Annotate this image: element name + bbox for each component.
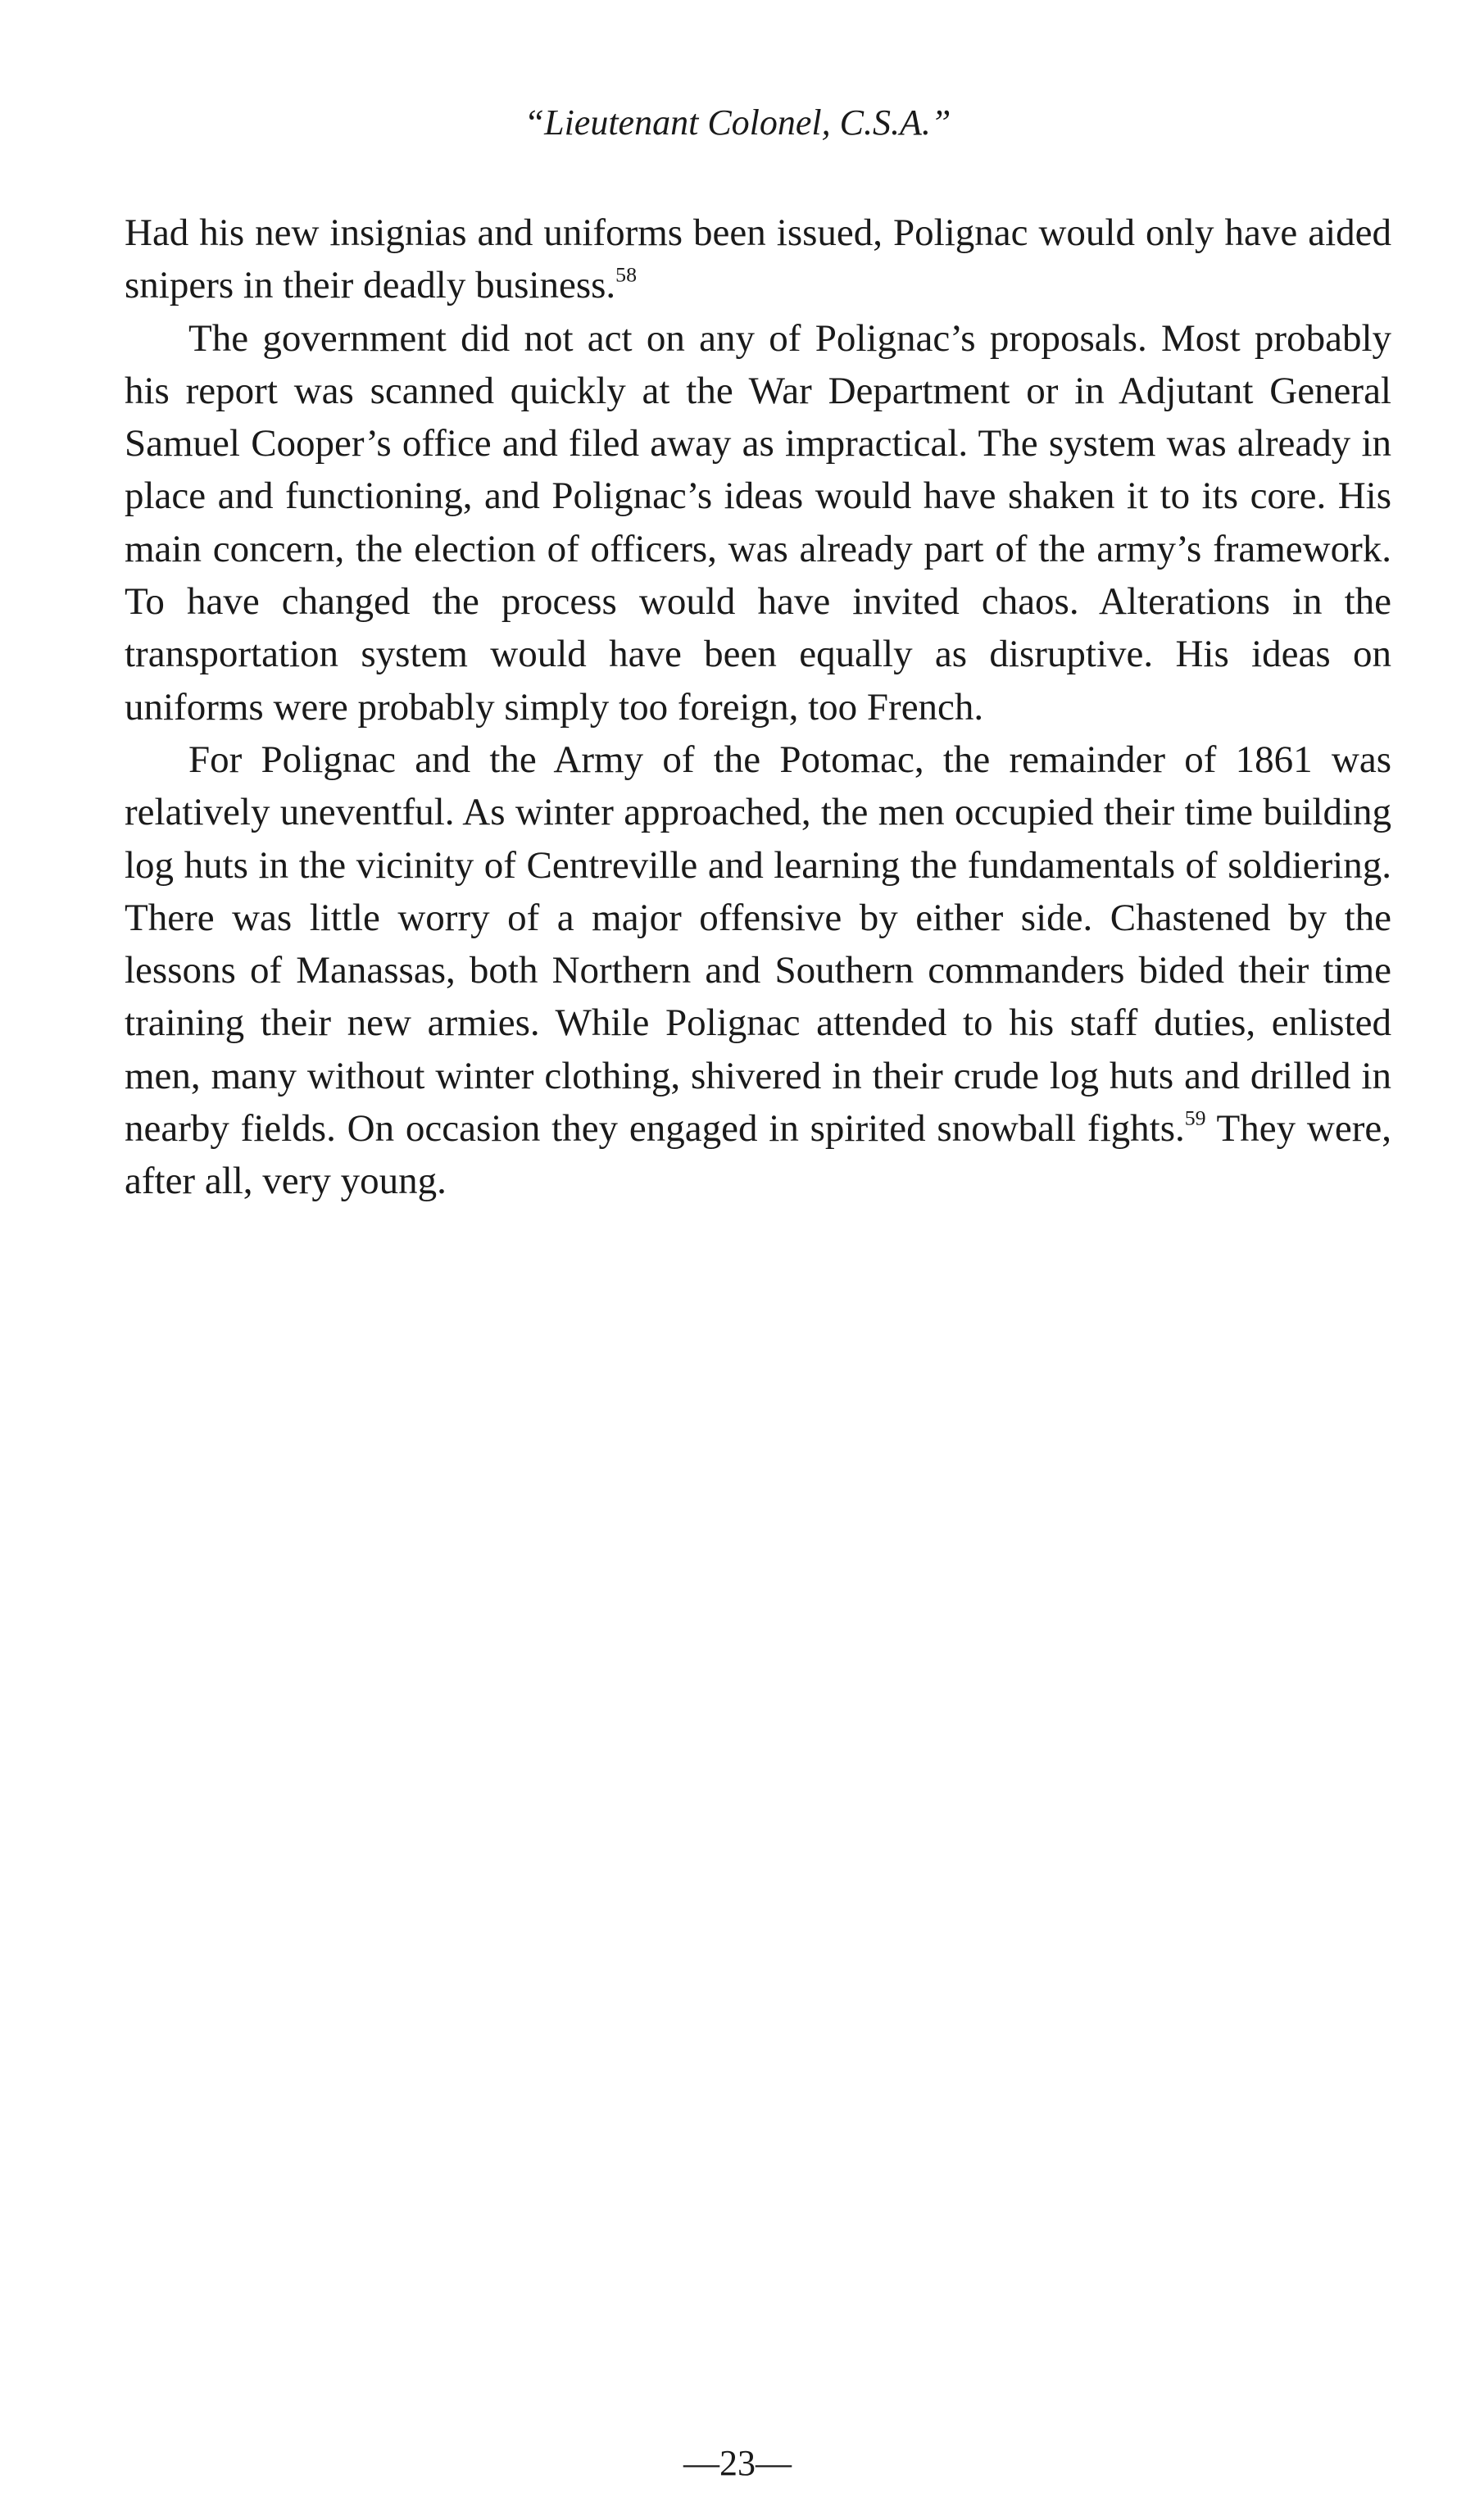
paragraph-1 [125,207,1391,312]
footnote-ref-59: 59 [1184,1106,1206,1130]
paragraph-2 [125,312,1391,733]
page-number: —23— [683,2443,792,2483]
paragraph-3-tail: They were, after all, very young. [125,1107,1391,1203]
paragraph-2-text: The government did not act on any of Polignac’s proposals. Most probably his report was scanned quickly at the War Department or in Adjutant General Samuel Cooper’s office and filed away as impractical. The system was already in place and functioning, and Polignac’s ideas would have shaken it to its core. His main concern, the election of officers, was already part of the army’s framework. To have changed the process would have invited chaos. Alterations in the transportation system would have been equally as disruptive. His ideas on uniforms were probably simply too foreign, too French. [125,316,1391,729]
paragraph-3 [125,733,1391,1208]
running-head: “Lieutenant Colonel, C.S.A.” [524,102,951,143]
paragraph-1-text: Had his new insignias and uniforms been issued, Polignac would only have aided snipers in their deadly business. [125,211,1391,307]
body-text [125,207,1391,1208]
paragraph-3-text: For Polignac and the Army of the Potomac, the remainder of 1861 was relatively uneventful. As winter approached, the men occupied their time building log huts in the vicinity of Centreville and learning the fundamentals of soldiering. There was little worry of a major offensive by either side. Chastened by the lessons of Manassas, both Northern and Southern commanders bided their time training their new armies. While Polignac attended to his staff duties, enlisted men, many without winter clothing, shivered in their crude log huts and drilled in nearby fields. On occasion they engaged in spirited snowball fights. [125,738,1391,1151]
footnote-ref-58: 58 [615,262,638,287]
